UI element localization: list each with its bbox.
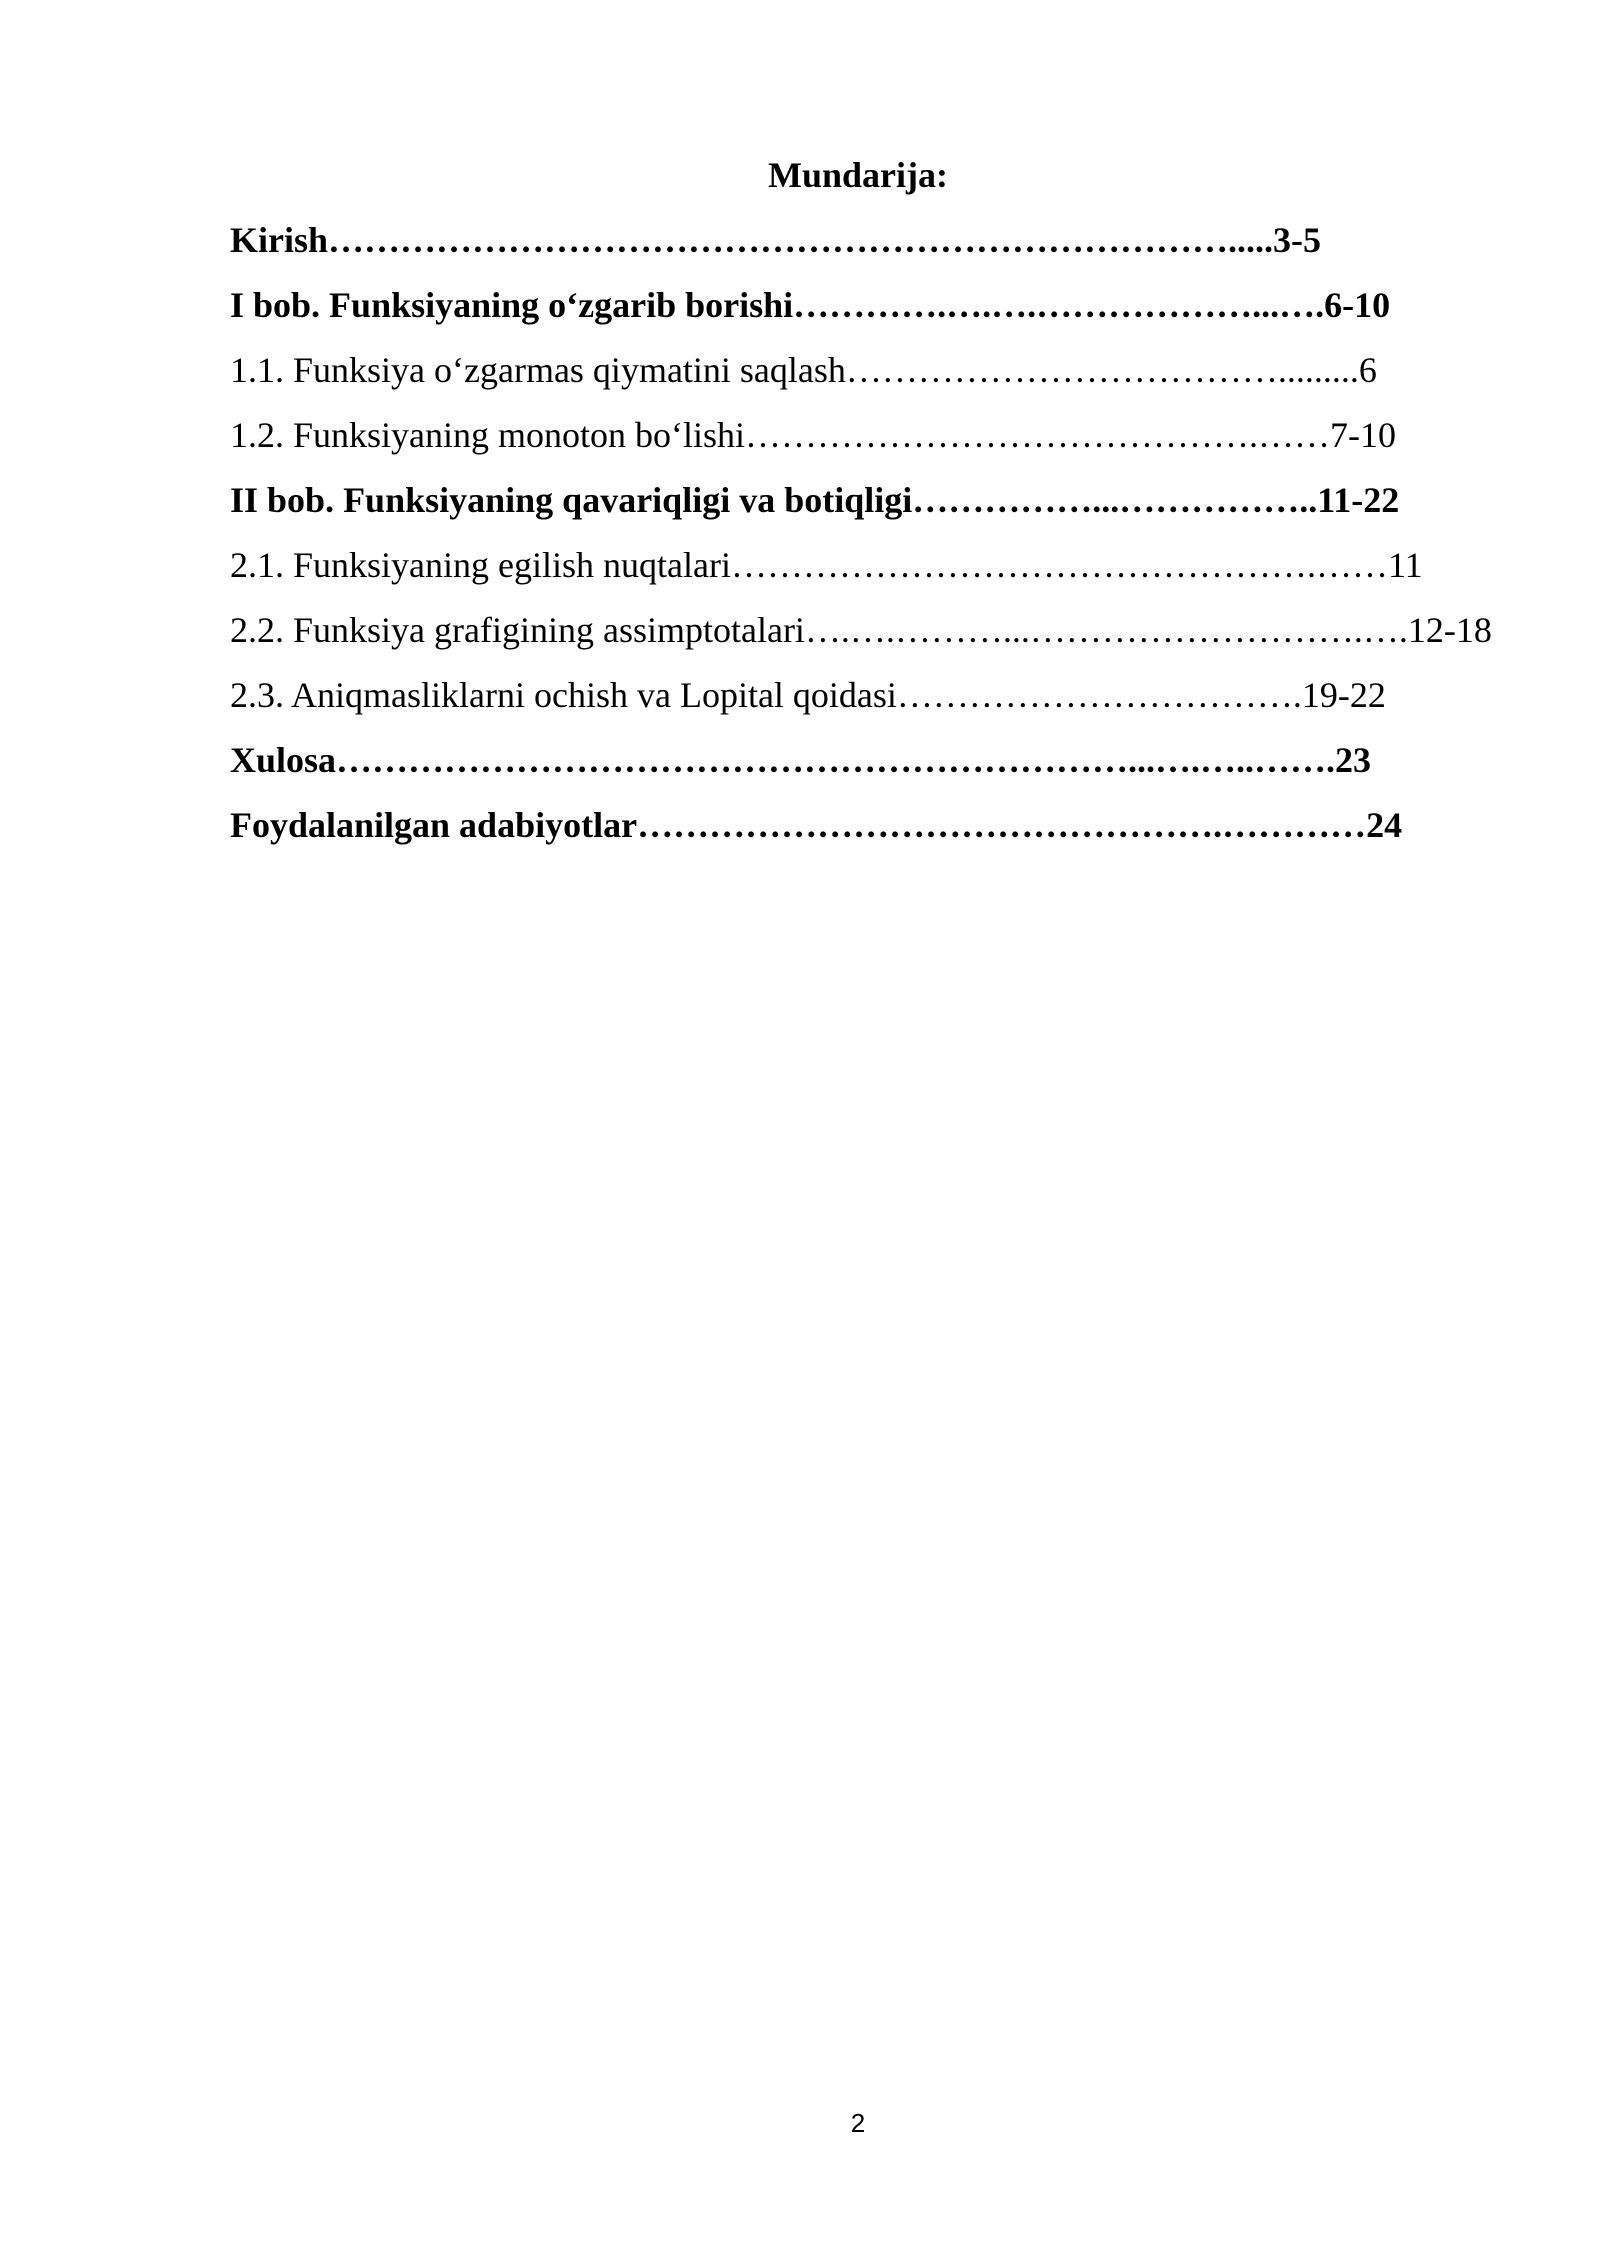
toc-entry-section-2-1: 2.1. Funksiyaning egilish nuqtalari………………………………………….……11 <box>230 545 1423 585</box>
page-number: 2 <box>850 2108 866 2138</box>
toc-entry-section-1-1: 1.1. Funksiya oʻzgarmas qiymatini saqlash……………………………….........6 <box>230 350 1377 390</box>
toc-entry-xulosa: Xulosa…………………………………………………………...….…..…….23 <box>230 740 1372 780</box>
table-of-contents <box>230 217 1530 867</box>
toc-entry-bibliography: Foydalanilgan adabiyotlar………………………………………….…………24 <box>230 805 1403 845</box>
toc-entry-chapter-1: I bob. Funksiyaning oʻzgarib borishi………….….….………………...….6-10 <box>230 285 1391 325</box>
toc-entry-section-1-2: 1.2. Funksiyaning monoton boʻlishi…………………………………….……7-10 <box>230 415 1397 455</box>
toc-entry-chapter-2: II bob. Funksiyaning qavariqligi va botiqligi……………...……………..11-22 <box>230 480 1400 520</box>
toc-title: Mundarija: <box>768 155 948 195</box>
toc-entry-section-2-3: 2.3. Aniqmasliklarni ochish va Lopital qoidasi…………………………….19-22 <box>230 675 1386 715</box>
toc-entry-kirish: Kirish………………………………………………………………….....3-5 <box>230 220 1322 260</box>
toc-entry-section-2-2: 2.2. Funksiya grafigining assimptotalari….….………...……………………….….12-18 <box>230 610 1492 650</box>
